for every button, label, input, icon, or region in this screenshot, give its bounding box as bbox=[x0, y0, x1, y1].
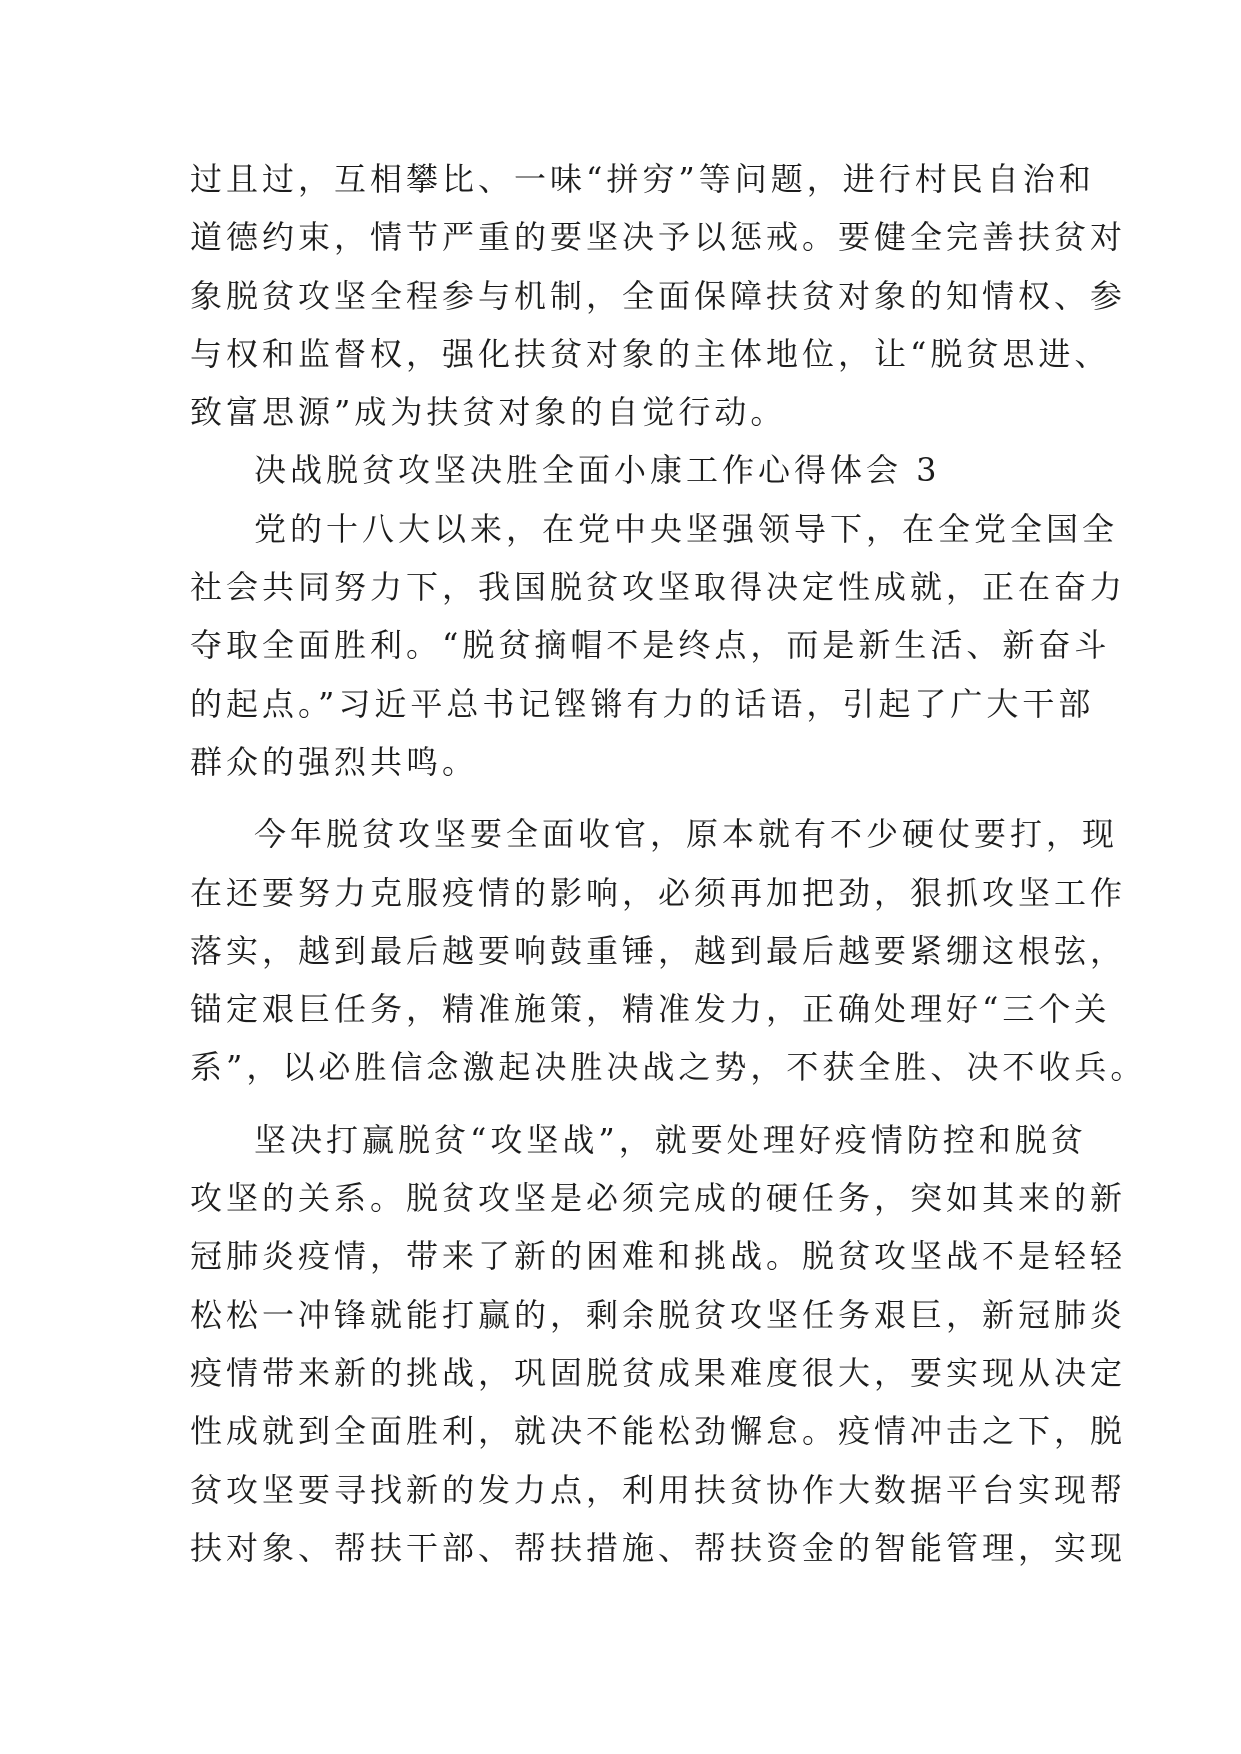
paragraph-3 bbox=[190, 805, 1147, 1096]
paragraph-spacer bbox=[190, 791, 1050, 805]
text-line: 过且过，互相攀比、一味“拼穷”等问题，进行村民自治和 bbox=[190, 160, 1095, 198]
text-line: 道德约束，情节严重的要坚决予以惩戒。要健全完善扶贫对 bbox=[190, 218, 1127, 257]
text-line: 社会共同努力下，我国脱贫攻坚取得决定性成就，正在奋力 bbox=[190, 568, 1127, 607]
text-line: 扶对象、帮扶干部、帮扶措施、帮扶资金的智能管理，实现 bbox=[190, 1528, 1127, 1567]
text-line: 夺取全面胜利。“脱贫摘帽不是终点，而是新生活、新奋斗 bbox=[190, 626, 1111, 665]
text-line: 群众的强烈共鸣。 bbox=[190, 742, 479, 781]
text-line: 致富思源”成为扶贫对象的自觉行动。 bbox=[190, 393, 787, 432]
text-line: 象脱贫攻坚全程参与机制，全面保障扶贫对象的知情权、参 bbox=[190, 276, 1127, 315]
section-heading bbox=[190, 441, 1050, 499]
text-line: 落实，越到最后越要响鼓重锤，越到最后越要紧绷这根弦， bbox=[190, 931, 1127, 970]
text-line: 的起点。”习近平总书记铿锵有力的话语，引起了广大干部 bbox=[190, 684, 1095, 723]
text-line: 攻坚的关系。脱贫攻坚是必须完成的硬任务，突如其来的新 bbox=[190, 1179, 1127, 1218]
paragraph-spacer bbox=[190, 1097, 1050, 1111]
document-body bbox=[190, 150, 1147, 1577]
text-line: 疫情带来新的挑战，巩固脱贫成果难度很大，要实现从决定 bbox=[190, 1353, 1127, 1392]
text-line: 今年脱贫攻坚要全面收官，原本就有不少硬仗要打，现 bbox=[254, 815, 1119, 854]
text-line: 系”，以必胜信念激起决胜决战之势，不获全胜、决不收兵。 bbox=[190, 1048, 1147, 1087]
paragraph-1 bbox=[190, 150, 1127, 441]
text-line: 党的十八大以来，在党中央坚强领导下，在全党全国全 bbox=[254, 509, 1119, 548]
text-line: 性成就到全面胜利，就决不能松劲懈怠。疫情冲击之下，脱 bbox=[190, 1412, 1127, 1451]
text-line: 冠肺炎疫情，带来了新的困难和挑战。脱贫攻坚战不是轻轻 bbox=[190, 1237, 1127, 1276]
text-line: 坚决打赢脱贫“攻坚战”，就要处理好疫情防控和脱贫 bbox=[254, 1120, 1087, 1159]
paragraph-2 bbox=[190, 500, 1127, 791]
text-line: 锚定艰巨任务，精准施策，精准发力，正确处理好“三个关 bbox=[190, 990, 1111, 1029]
text-line: 在还要努力克服疫情的影响，必须再加把劲，狠抓攻坚工作 bbox=[190, 873, 1127, 912]
heading-text: 决战脱贫攻坚决胜全面小康工作心得体会 3 bbox=[254, 451, 941, 490]
text-line: 松松一冲锋就能打赢的，剩余脱贫攻坚任务艰巨，新冠肺炎 bbox=[190, 1295, 1127, 1334]
text-line: 与权和监督权，强化扶贫对象的主体地位，让“脱贫思进、 bbox=[190, 334, 1111, 373]
paragraph-4 bbox=[190, 1111, 1127, 1577]
text-line: 贫攻坚要寻找新的发力点，利用扶贫协作大数据平台实现帮 bbox=[190, 1470, 1127, 1509]
